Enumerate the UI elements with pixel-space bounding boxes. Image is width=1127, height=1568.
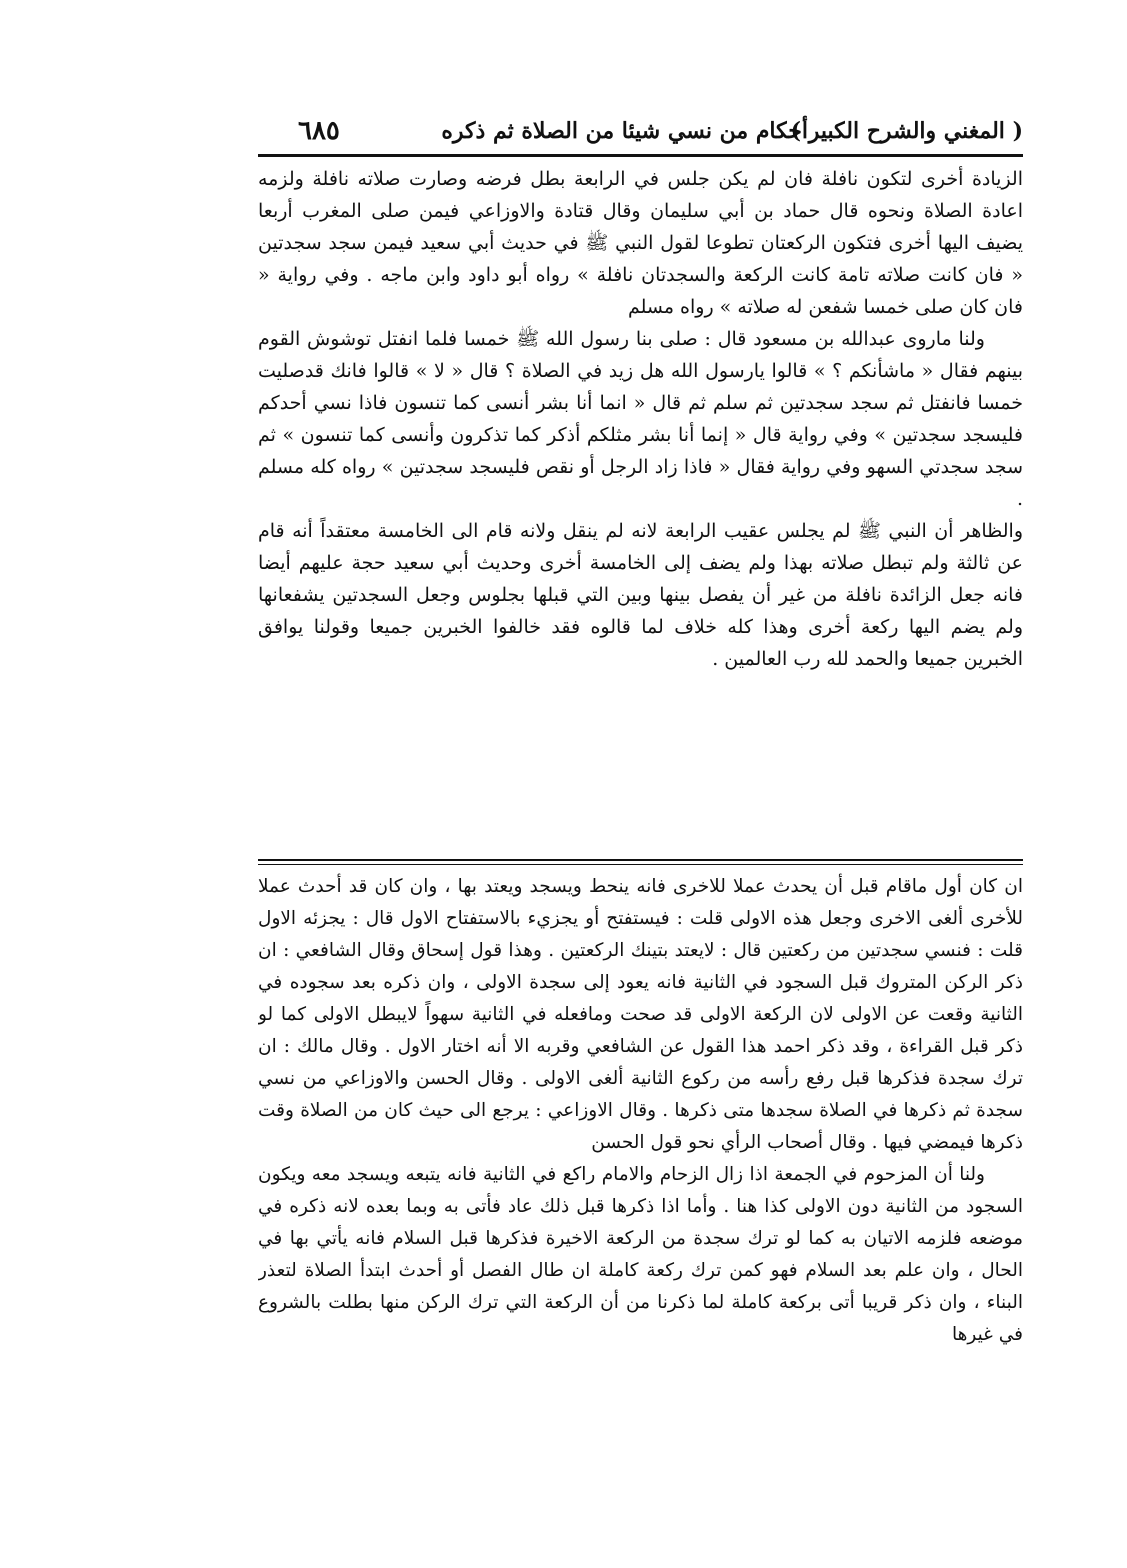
main-paragraph: ولنا ماروى عبدالله بن مسعود قال : صلى بنا رسول الله ﷺ خمسا فلما انفتل توشوش القوم بينهم فقال « ماشأنكم ؟ » قالوا يارسول الله هل زيد في الصلاة ؟ قال « لا » قالوا فانك قدصليت خمسا فانفتل ثم سجد سجدتين ثم سلم ثم قال « انما أنا بشر أنسى كما تنسون فاذا نسي أحدكم فليسجد سجدتين » وفي رواية قال « إنما أنا بشر مثلكم أذكر كما تذكرون وأنسى كما تنسون » ثم سجد سجدتي السهو وفي رواية فقال « فاذا زاد الرجل أو نقص فليسجد سجدتين » رواه كله مسلم . xyxy=(258,328,1023,510)
page-number: ٦٨٥ xyxy=(298,116,340,146)
document-page xyxy=(258,110,1023,1530)
chapter-title: أحكام من نسي شيئا من الصلاة ثم ذكره xyxy=(441,118,808,144)
book-title: ( المغني والشرح الكبير ) xyxy=(790,118,1023,144)
commentary-block xyxy=(258,871,1023,1530)
commentary-paragraph: ان كان أول ماقام قبل أن يحدث عملا للاخرى فانه ينحط ويسجد ويعتد بها ، وان كان قد أحدث عملا للأخرى ألغى الاخرى وجعل هذه الاولى قلت : فيستفتح أو يجزيء بالاستفتاح الاول قال : يجزئه الاول قلت : فنسي سجدتين من ركعتين قال : لايعتد بتينك الركعتين . وهذا قول إسحاق وقال الشافعي : ان ذكر الركن المتروك قبل السجود في الثانية فانه يعود إلى سجدة الاولى ، وان ذكره بعد سجوده في الثانية وقعت عن الاولى لان الركعة الاولى قد صحت ومافعله في الثانية سهواً لايبطل الاولى كما لو ذكر قبل القراءة ، وقد ذكر احمد هذا القول عن الشافعي وقربه الا أنه اختار الاول . وقال مالك : ان ترك سجدة فذكرها قبل رفع رأسه من ركوع الثانية ألغى الاولى . وقال الحسن والاوزاعي من نسي سجدة ثم ذكرها في الصلاة سجدها متى ذكرها . وقال الاوزاعي : يرجع الى حيث كان من الصلاة وقت ذكرها فيمضي فيها . وقال أصحاب الرأي نحو قول الحسن xyxy=(258,876,1023,1153)
main-paragraph: والظاهر أن النبي ﷺ لم يجلس عقيب الرابعة لانه لم ينقل ولانه قام الى الخامسة معتقداً أنه قام عن ثالثة ولم تبطل صلاته بهذا ولم يضف إلى الخامسة أخرى وحديث أبي سعيد حجة عليهم أيضا فانه جعل الزائدة نافلة من غير أن يفصل بينها وبين التي قبلها بجلوس وجعل السجدتين يشفعانها ولم يضم اليها ركعة أخرى وهذا كله خلاف لما قالوه فقد خالفوا الخبرين جميعا وقولنا يوافق الخبرين جميعا والحمد لله رب العالمين . xyxy=(258,520,1023,670)
page-header xyxy=(258,110,1023,152)
main-text-block xyxy=(258,157,1023,853)
commentary-paragraph: ولنا أن المزحوم في الجمعة اذا زال الزحام والامام راكع في الثانية فانه يتبعه ويسجد معه ويكون السجود من الثانية دون الاولى كذا هنا . وأما اذا ذكرها قبل ذلك عاد فأتى به وبما بعده لانه ذكره في موضعه فلزمه الاتيان به كما لو ترك سجدة من الركعة الاخيرة فذكرها قبل السلام فانه يأتي بها في الحال ، وان علم بعد السلام فهو كمن ترك ركعة كاملة ان طال الفصل أو أحدث ابتدأ الصلاة لتعذر البناء ، وان ذكر قريبا أتى بركعة كاملة لما ذكرنا من أن الركعة التي ترك الركن منها بطلت بالشروع في غيرها xyxy=(258,1164,1023,1345)
main-paragraph: الزيادة أخرى لتكون نافلة فان لم يكن جلس في الرابعة بطل فرضه وصارت صلاته نافلة ولزمه اعادة الصلاة ونحوه قال حماد بن أبي سليمان وقال قتادة والاوزاعي فيمن صلى المغرب أربعا يضيف اليها أخرى فتكون الركعتان تطوعا لقول النبي ﷺ في حديث أبي سعيد فيمن سجد سجدتين « فان كانت صلاته تامة كانت الركعة والسجدتان نافلة » رواه أبو داود وابن ماجه . وفي رواية « فان كان صلى خمسا شفعن له صلاته » رواه مسلم xyxy=(258,168,1023,318)
section-divider xyxy=(258,859,1023,865)
